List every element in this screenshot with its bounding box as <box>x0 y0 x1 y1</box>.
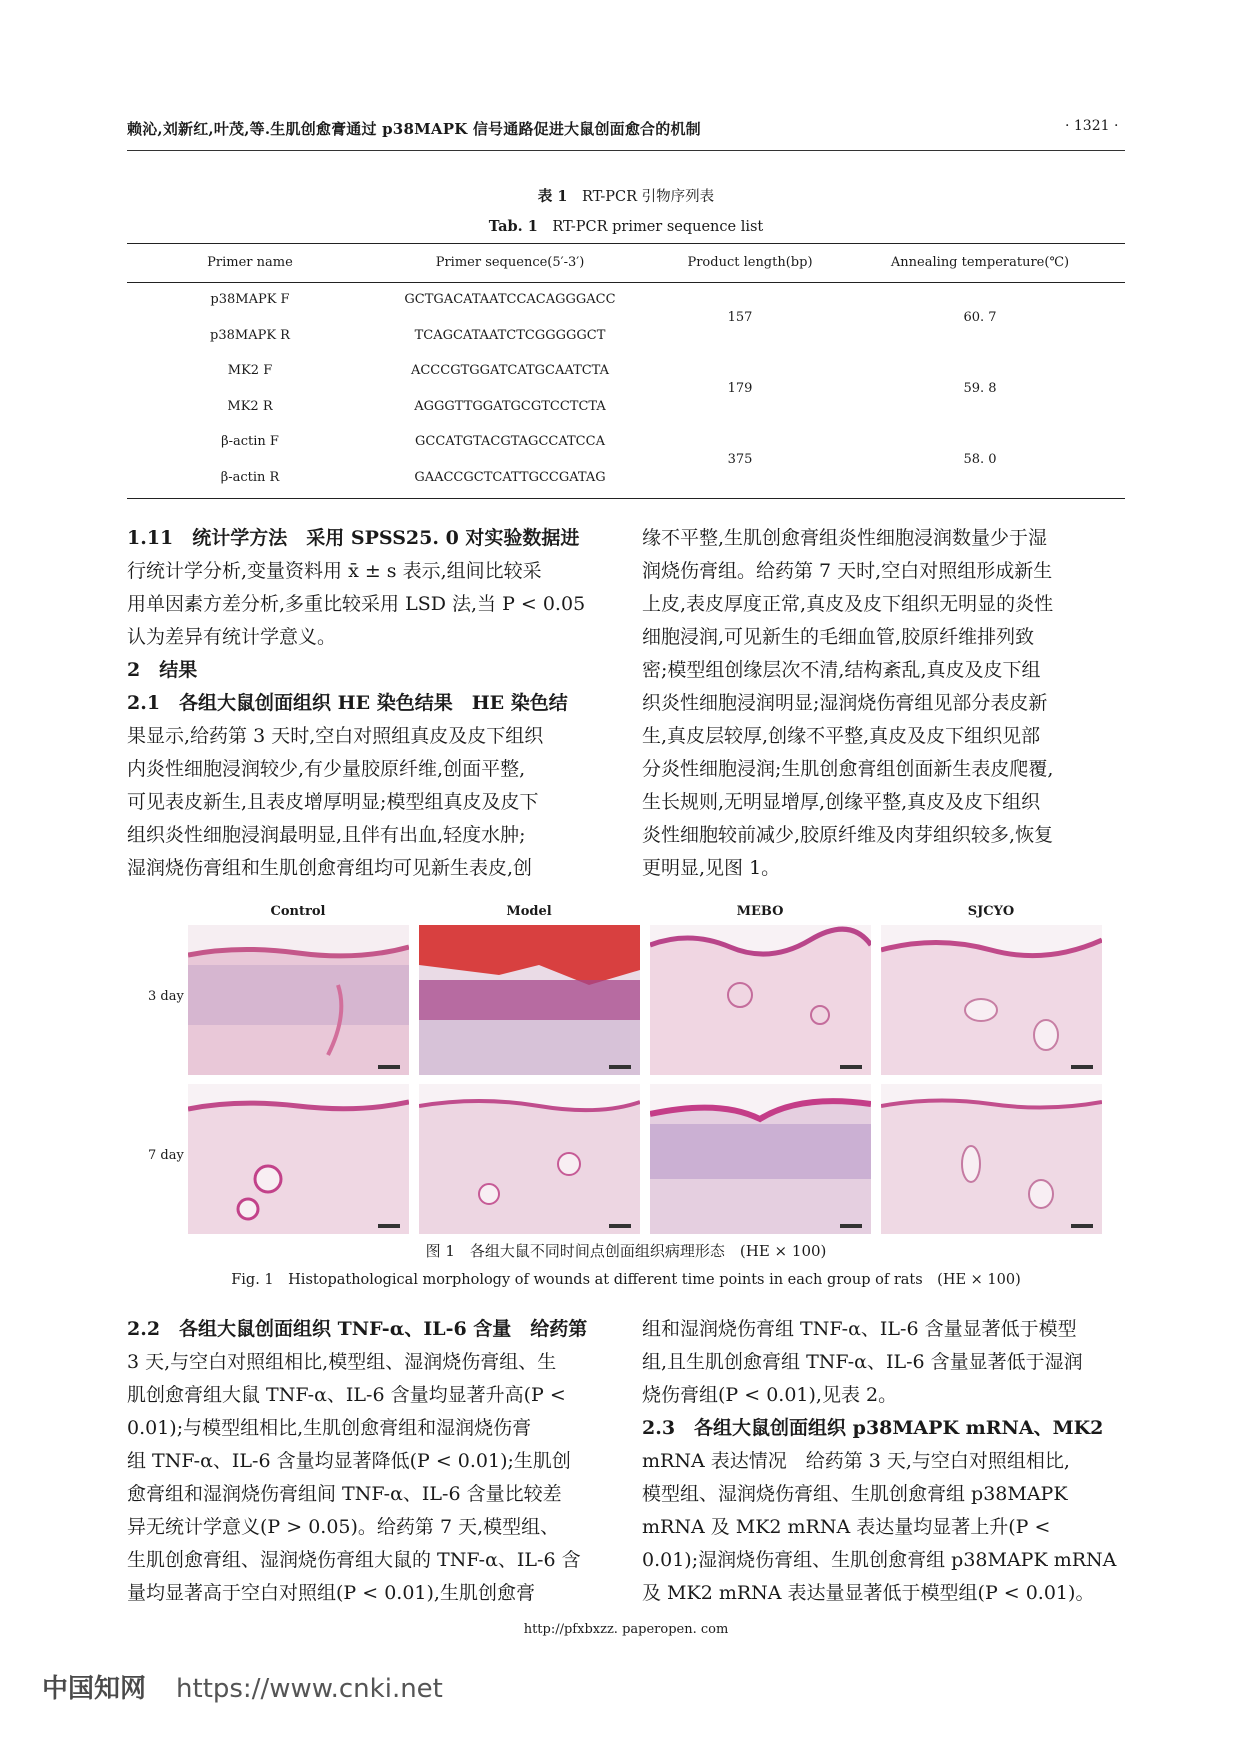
body-line: 织炎性细胞浸润明显;湿润烧伤膏组见部分表皮新 <box>642 692 1048 714</box>
body-line: 可见表皮新生,且表皮增厚明显;模型组真皮及皮下 <box>127 791 539 813</box>
figure-row-label-3day: 3 day <box>148 989 184 1004</box>
table-header-rule <box>127 282 1125 283</box>
table-header-annealing-temp: Annealing temperature(℃) <box>890 255 1070 270</box>
table-row-primer-name: p38MAPK F <box>210 292 290 307</box>
table-product-length: 375 <box>727 452 753 467</box>
table-product-length: 157 <box>727 310 753 325</box>
body-line: 更明显,见图 1。 <box>642 857 781 879</box>
histology-image-sjcyo-3day <box>881 925 1102 1075</box>
body-line: mRNA 表达情况 给药第 3 天,与空白对照组相比, <box>642 1450 1070 1472</box>
table-product-length: 179 <box>727 381 753 396</box>
figure-column-label-model: Model <box>506 904 552 919</box>
histology-image-mebo-3day <box>650 925 871 1075</box>
body-line: 组和湿润烧伤膏组 TNF-α、IL-6 含量显著低于模型 <box>642 1318 1077 1340</box>
histology-image-model-7day <box>419 1084 640 1234</box>
table-row-primer-name: MK2 F <box>227 363 273 378</box>
body-line: 3 天,与空白对照组相比,模型组、湿润烧伤膏组、生 <box>127 1351 557 1373</box>
body-line: 上皮,表皮厚度正常,真皮及皮下组织无明显的炎性 <box>642 593 1054 615</box>
body-line: 缘不平整,生肌创愈膏组炎性细胞浸润数量少于湿 <box>642 527 1048 549</box>
table-row-primer-name: β-actin R <box>220 470 280 485</box>
table-row-primer-seq: GCTGACATAATCCACAGGGACC <box>404 292 616 307</box>
body-line: mRNA 及 MK2 mRNA 表达量均显著上升(P < <box>642 1516 1051 1538</box>
section-heading-mrna: 2.3 各组大鼠创面组织 p38MAPK mRNA、MK2 <box>642 1417 1104 1439</box>
table-annealing-temp: 60. 7 <box>963 310 997 325</box>
table-row-primer-seq: AGGGTTGGATGCGTCCTCTA <box>414 399 606 414</box>
table-header-product-length: Product length(bp) <box>687 255 813 270</box>
body-line: 认为差异有统计学意义。 <box>127 626 337 648</box>
histology-image-sjcyo-7day <box>881 1084 1102 1234</box>
table-row-primer-seq: ACCCGTGGATCATGCAATCTA <box>410 363 610 378</box>
body-line: 异无统计学意义(P > 0.05)。给药第 7 天,模型组、 <box>127 1516 560 1538</box>
body-line: 肌创愈膏组大鼠 TNF-α、IL-6 含量均显著升高(P < <box>127 1384 566 1406</box>
histology-image-mebo-7day <box>650 1084 871 1234</box>
figure-column-label-mebo: MEBO <box>736 904 784 919</box>
watermark-url[interactable]: https://www.cnki.net <box>176 1674 443 1704</box>
left-column-top <box>127 522 611 885</box>
body-line: 细胞浸润,可见新生的毛细血管,胶原纤维排列致 <box>642 626 1035 648</box>
header-rule <box>127 150 1125 151</box>
section-heading-he: 2.1 各组大鼠创面组织 HE 染色结果 HE 染色结 <box>127 692 568 714</box>
body-line: 0.01);湿润烧伤膏组、生肌创愈膏组 p38MAPK mRNA <box>642 1549 1117 1571</box>
table-caption-cn: 表 1 RT-PCR 引物序列表 <box>537 188 715 205</box>
section-heading-statistics: 1.11 统计学方法 采用 SPSS25. 0 对实验数据进 <box>127 527 580 549</box>
table-row-primer-name: p38MAPK R <box>210 328 290 343</box>
body-line: 果显示,给药第 3 天时,空白对照组真皮及皮下组织 <box>127 725 544 747</box>
footer-url[interactable]: http://pfxbxzz. paperopen. com <box>523 1622 729 1637</box>
figure-caption-cn: 图 1 各组大鼠不同时间点创面组织病理形态 (HE × 100) <box>425 1242 827 1260</box>
table-bottom-rule <box>127 498 1125 499</box>
histology-image-model-3day <box>419 925 640 1075</box>
body-line: 分炎性细胞浸润;生肌创愈膏组创面新生表皮爬覆, <box>642 758 1054 780</box>
body-line: 模型组、湿润烧伤膏组、生肌创愈膏组 p38MAPK <box>642 1483 1068 1505</box>
page-number: · 1321 · <box>1065 118 1119 134</box>
body-line: 0.01);与模型组相比,生肌创愈膏组和湿润烧伤膏 <box>127 1417 532 1439</box>
body-line: 炎性细胞较前减少,胶原纤维及肉芽组织较多,恢复 <box>642 824 1054 846</box>
body-line: 组,且生肌创愈膏组 TNF-α、IL-6 含量显著低于湿润 <box>642 1351 1083 1373</box>
body-line: 用单因素方差分析,多重比较采用 LSD 法,当 P < 0.05 <box>127 593 586 615</box>
histology-image-control-3day <box>188 925 409 1075</box>
table-row-primer-seq: TCAGCATAATCTCGGGGGCT <box>414 328 606 343</box>
table-row-primer-name: β-actin F <box>221 434 279 449</box>
body-line: 组 TNF-α、IL-6 含量均显著降低(P < 0.01);生肌创 <box>127 1450 571 1472</box>
left-column-bottom <box>127 1313 611 1610</box>
body-line: 润烧伤膏组。给药第 7 天时,空白对照组形成新生 <box>642 560 1053 582</box>
table-annealing-temp: 58. 0 <box>963 452 997 467</box>
body-line: 湿润烧伤膏组和生肌创愈膏组均可见新生表皮,创 <box>127 857 533 879</box>
cnki-watermark <box>42 1668 443 1705</box>
right-column-top <box>642 522 1126 885</box>
body-line: 生肌创愈膏组、湿润烧伤膏组大鼠的 TNF-α、IL-6 含 <box>127 1549 581 1571</box>
figure-column-label-control: Control <box>270 904 326 919</box>
table-header-primer-name: Primer name <box>207 255 293 270</box>
table-caption-en: Tab. 1 RT-PCR primer sequence list <box>488 218 764 235</box>
body-line: 量均显著高于空白对照组(P < 0.01),生肌创愈膏 <box>127 1582 535 1604</box>
table-annealing-temp: 59. 8 <box>963 381 997 396</box>
table-row-primer-seq: GCCATGTACGTAGCCATCCA <box>415 434 605 449</box>
figure-column-label-sjcyo: SJCYO <box>967 904 1015 919</box>
histology-image-control-7day <box>188 1084 409 1234</box>
body-line: 行统计学分析,变量资料用 x̄ ± s 表示,组间比较采 <box>127 560 542 582</box>
table-row-primer-seq: GAACCGCTCATTGCCGATAG <box>414 470 606 485</box>
body-line: 生长规则,无明显增厚,创缘平整,真皮及皮下组织 <box>642 791 1041 813</box>
figure-caption-en: Fig. 1 Histopathological morphology of wounds at different time points in each group of rats (HE × 100) <box>231 1272 1021 1288</box>
table-header-primer-sequence: Primer sequence(5′-3′) <box>435 255 585 270</box>
right-column-bottom <box>642 1313 1126 1610</box>
body-line: 内炎性细胞浸润较少,有少量胶原纤维,创面平整, <box>127 758 526 780</box>
body-line: 愈膏组和湿润烧伤膏组间 TNF-α、IL-6 含量比较差 <box>127 1483 562 1505</box>
body-line: 及 MK2 mRNA 表达量显著低于模型组(P < 0.01)。 <box>642 1582 1095 1604</box>
body-line: 组织炎性细胞浸润最明显,且伴有出血,轻度水肿; <box>127 824 526 846</box>
section-heading-tnf: 2.2 各组大鼠创面组织 TNF-α、IL-6 含量 给药第 <box>127 1318 588 1340</box>
body-line: 生,真皮层较厚,创缘不平整,真皮及皮下组织见部 <box>642 725 1041 747</box>
watermark-cn: 中国知网 <box>42 1674 147 1704</box>
body-line: 密;模型组创缘层次不清,结构紊乱,真皮及皮下组 <box>642 659 1041 681</box>
section-heading-results: 2 结果 <box>127 659 198 681</box>
running-title: 赖沁,刘新红,叶茂,等.生肌创愈膏通过 p38MAPK 信号通路促进大鼠创面愈合的机制 <box>127 120 701 138</box>
table-top-rule <box>127 243 1125 244</box>
table-row-primer-name: MK2 R <box>227 399 273 414</box>
figure-row-label-7day: 7 day <box>148 1148 184 1163</box>
body-line: 烧伤膏组(P < 0.01),见表 2。 <box>642 1384 898 1406</box>
